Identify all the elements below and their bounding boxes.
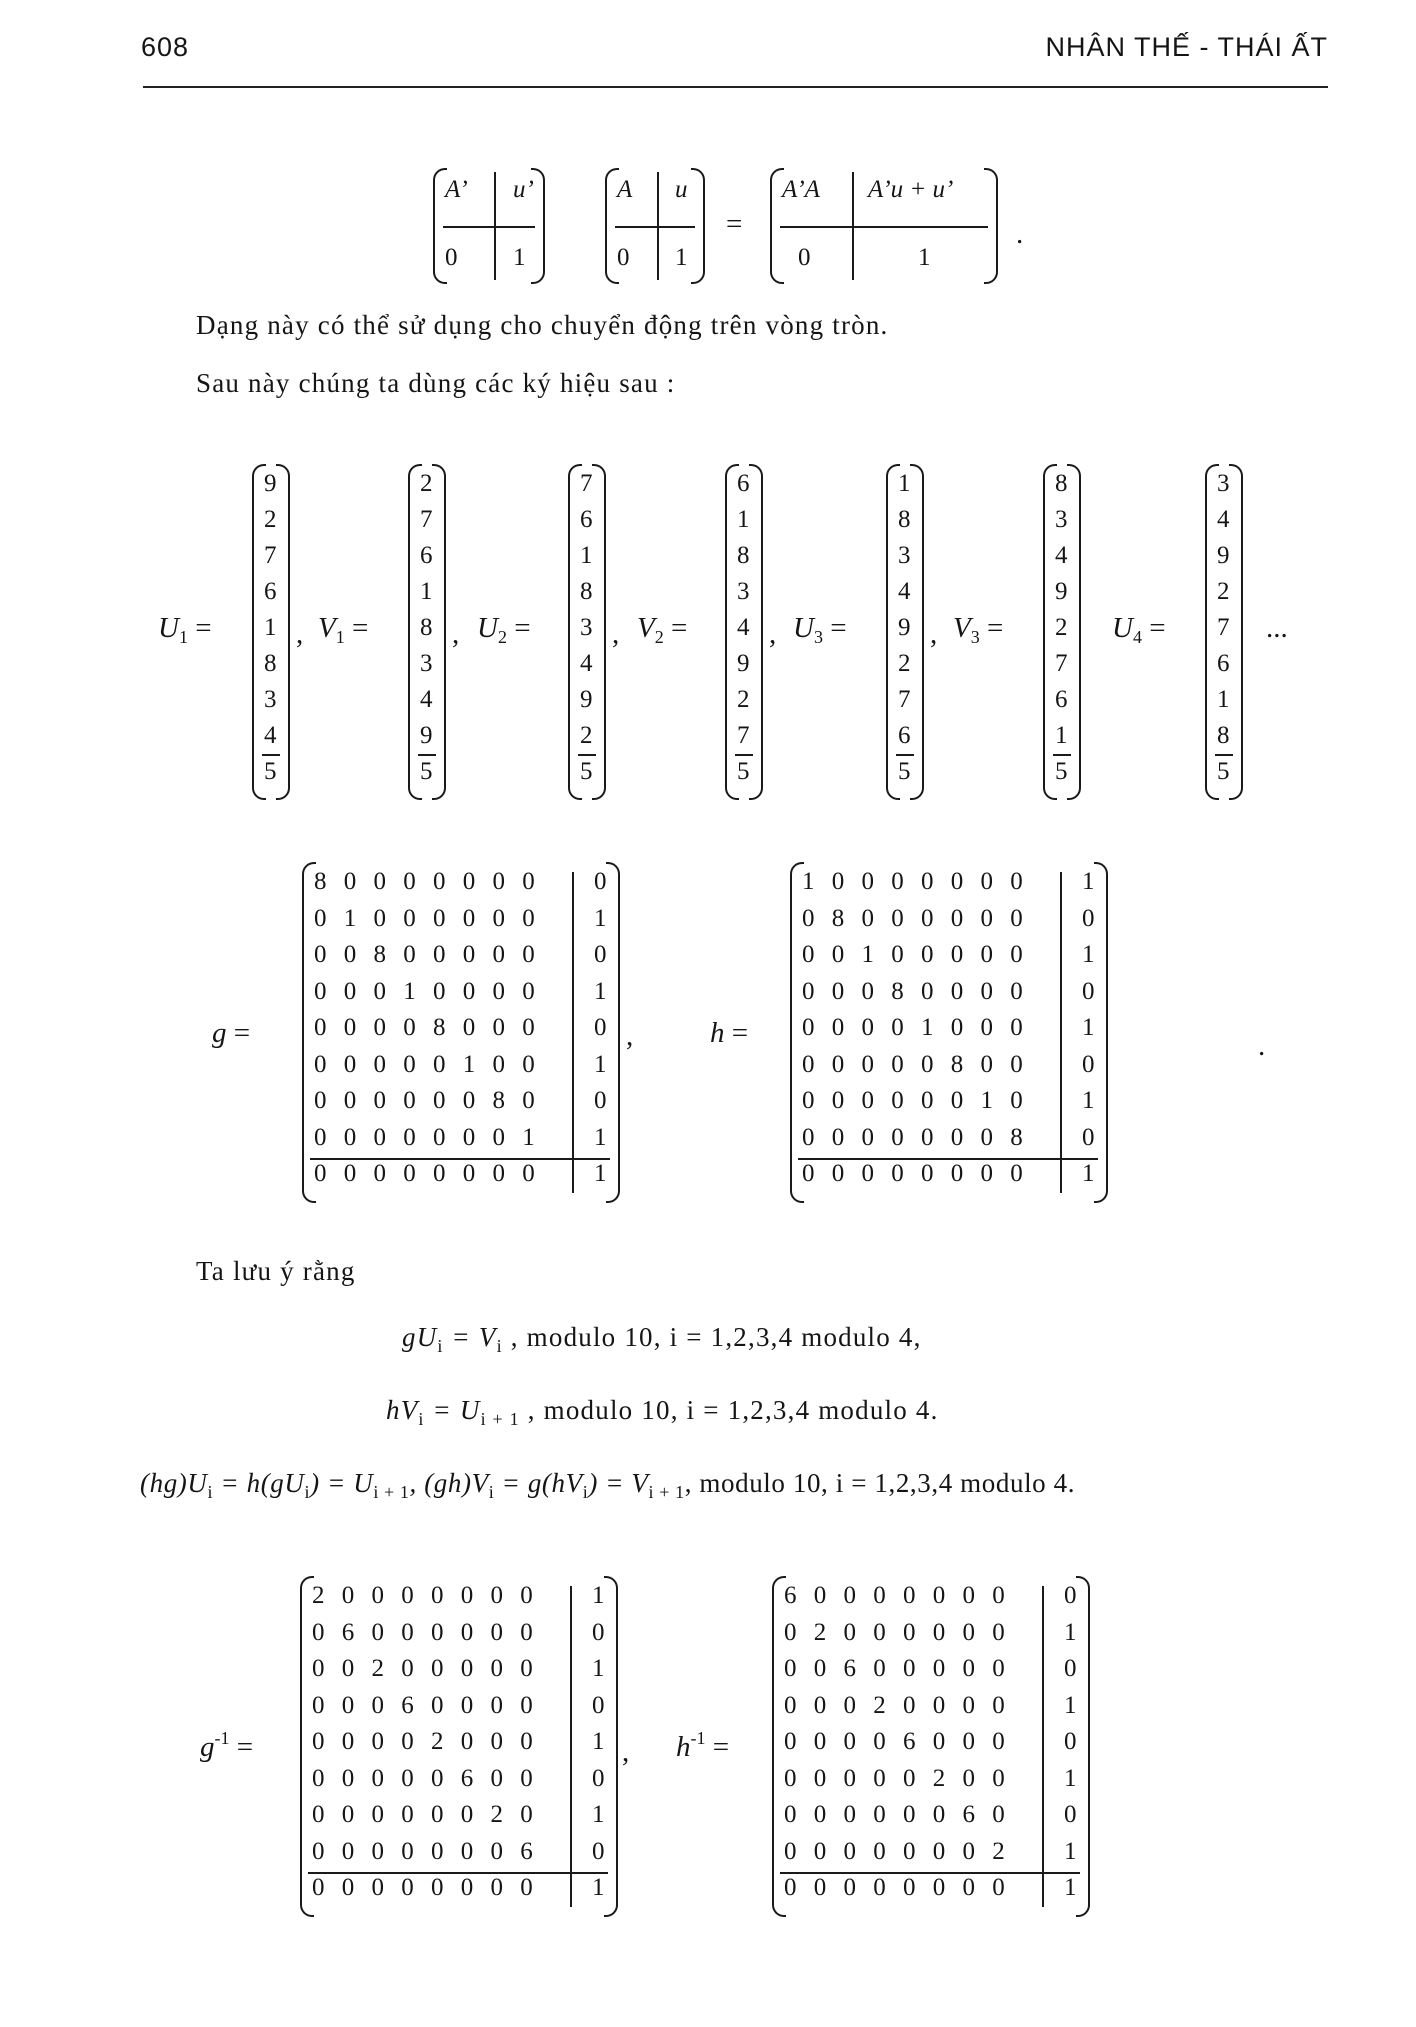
trailing-punct: . bbox=[1258, 1030, 1266, 1062]
vector-label: $V_2$ = bbox=[637, 612, 688, 647]
matrix-last-col: 0 bbox=[594, 1087, 607, 1114]
vector-rule bbox=[735, 754, 753, 756]
matrix-label: $g^{-1}$ = bbox=[200, 1728, 254, 1763]
comma: , bbox=[296, 618, 304, 650]
vector-entry: 8 bbox=[898, 506, 911, 533]
vector-entry: 6 bbox=[1055, 686, 1068, 713]
matrix-hinv bbox=[772, 1580, 1090, 1913]
column-vector bbox=[1043, 468, 1081, 796]
matrix-last-col: 1 bbox=[1082, 1087, 1095, 1114]
matrix-row: 0 0 8 0 0 0 0 0 bbox=[314, 941, 541, 968]
matrix-row: 0 0 0 0 0 2 0 0 bbox=[784, 1764, 1011, 1792]
comma: , bbox=[612, 618, 620, 650]
matrix-last-col: 0 bbox=[592, 1691, 605, 1719]
matrix-g bbox=[302, 866, 620, 1199]
vector-entry: 6 bbox=[264, 578, 277, 605]
vector-rule bbox=[896, 754, 914, 756]
matrix-last-col: 0 bbox=[594, 941, 607, 968]
matrix-last-col: 0 bbox=[592, 1837, 605, 1865]
matrix-last-col: 0 bbox=[592, 1618, 605, 1646]
matrix-row: 0 6 0 0 0 0 0 0 bbox=[312, 1618, 539, 1646]
vector-label: $U_1$ = bbox=[158, 612, 212, 647]
matrix-last-col: 0 bbox=[1064, 1582, 1077, 1609]
matrix-row: 0 0 0 0 1 0 0 0 bbox=[802, 1014, 1029, 1041]
period: . bbox=[1016, 218, 1024, 250]
matrix-rule bbox=[308, 1872, 608, 1874]
vector-entry: 4 bbox=[898, 578, 911, 605]
vector-entry: 3 bbox=[1055, 506, 1068, 533]
block-cell: 1 bbox=[675, 244, 688, 271]
vector-entry: 7 bbox=[1217, 614, 1230, 641]
matrix-row: 2 0 0 0 0 0 0 0 bbox=[312, 1582, 539, 1609]
matrix-last-col: 1 bbox=[1064, 1874, 1077, 1901]
header-rule bbox=[143, 86, 1328, 88]
matrix-ginv bbox=[300, 1580, 618, 1913]
vector-label: $V_3$ = bbox=[953, 612, 1004, 647]
block-cell: A’u + u’ bbox=[868, 176, 954, 203]
matrix-row: 0 0 0 0 0 8 0 0 bbox=[802, 1050, 1029, 1078]
matrix-last-col: 1 bbox=[594, 904, 607, 932]
vector-entry: 1 bbox=[898, 470, 911, 497]
block-cell: 0 bbox=[445, 244, 458, 271]
vector-label: $U_3$ = bbox=[793, 612, 847, 647]
vector-entry: 4 bbox=[737, 614, 750, 641]
matrix-row: 0 0 0 0 0 6 0 0 bbox=[312, 1764, 539, 1792]
vector-entry: 5 bbox=[264, 758, 277, 785]
block-cell: u’ bbox=[513, 176, 534, 203]
block-cell: A bbox=[617, 176, 633, 203]
vector-entry: 7 bbox=[898, 686, 911, 713]
block-matrix-3 bbox=[770, 172, 998, 280]
vector-entry: 7 bbox=[420, 506, 433, 533]
column-vector bbox=[568, 468, 606, 796]
vector-entry: 2 bbox=[1055, 614, 1068, 641]
vector-entry: 3 bbox=[580, 614, 593, 641]
matrix-rule bbox=[310, 1158, 610, 1160]
vector-entry: 7 bbox=[737, 722, 750, 749]
vector-entry: 5 bbox=[580, 758, 593, 785]
matrix-last-col: 0 bbox=[1064, 1655, 1077, 1682]
vector-entry: 1 bbox=[580, 542, 593, 569]
matrix-last-col: 0 bbox=[592, 1764, 605, 1792]
matrix-last-col: 1 bbox=[594, 1160, 607, 1187]
vector-entry: 9 bbox=[264, 470, 277, 497]
matrix-row: 0 0 0 0 0 0 0 8 bbox=[802, 1123, 1029, 1151]
matrix-row: 0 2 0 0 0 0 0 0 bbox=[784, 1618, 1011, 1646]
matrix-row: 0 0 0 0 0 0 1 0 bbox=[802, 1087, 1029, 1114]
matrix-row: 6 0 0 0 0 0 0 0 bbox=[784, 1582, 1011, 1609]
vector-entry: 8 bbox=[1217, 722, 1230, 749]
column-vector bbox=[1205, 468, 1243, 796]
comma: , bbox=[769, 618, 777, 650]
matrix-row: 0 0 0 0 0 0 0 2 bbox=[784, 1837, 1011, 1865]
matrix-last-col: 1 bbox=[1082, 941, 1095, 968]
matrix-label: g = bbox=[212, 1017, 251, 1049]
vector-entry: 2 bbox=[580, 722, 593, 749]
matrix-row: 0 0 0 0 0 0 8 0 bbox=[314, 1087, 541, 1114]
vector-entry: 8 bbox=[264, 650, 277, 677]
vector-entry: 9 bbox=[1217, 542, 1230, 569]
vector-entry: 2 bbox=[264, 506, 277, 533]
trailing-punct: , bbox=[622, 1736, 630, 1768]
matrix-last-col: 1 bbox=[1082, 1014, 1095, 1041]
matrix-last-col: 1 bbox=[592, 1582, 605, 1609]
vector-rule bbox=[1215, 754, 1233, 756]
vector-rule bbox=[1053, 754, 1071, 756]
matrix-last-col: 0 bbox=[594, 868, 607, 895]
vector-entry: 5 bbox=[1055, 758, 1068, 785]
matrix-last-col: 1 bbox=[594, 1050, 607, 1078]
vector-entry: 7 bbox=[264, 542, 277, 569]
block-cell: u bbox=[675, 176, 688, 203]
matrix-label: $h^{-1}$ = bbox=[676, 1728, 730, 1763]
matrix-row: 0 0 0 0 0 0 0 6 bbox=[312, 1837, 539, 1865]
matrix-row: 0 8 0 0 0 0 0 0 bbox=[802, 904, 1029, 932]
matrix-row: 0 0 0 0 0 0 0 0 bbox=[784, 1874, 1011, 1901]
matrix-h bbox=[790, 866, 1108, 1199]
vector-label: $U_2$ = bbox=[477, 612, 531, 647]
matrix-separator bbox=[1060, 872, 1062, 1193]
vector-entry: 1 bbox=[1217, 686, 1230, 713]
vector-entry: 7 bbox=[580, 470, 593, 497]
vector-entry: 6 bbox=[898, 722, 911, 749]
vector-rule bbox=[578, 754, 596, 756]
matrix-row: 0 0 0 0 0 0 0 0 bbox=[802, 1160, 1029, 1187]
vector-entry: 3 bbox=[898, 542, 911, 569]
block-matrix-2 bbox=[605, 172, 705, 280]
block-matrix-1 bbox=[433, 172, 545, 280]
comma: , bbox=[930, 618, 938, 650]
vector-entry: 6 bbox=[420, 542, 433, 569]
column-vector bbox=[886, 468, 924, 796]
matrix-last-col: 0 bbox=[1082, 1050, 1095, 1078]
matrix-row: 0 0 0 0 0 1 0 0 bbox=[314, 1050, 541, 1078]
block-cell: A’A bbox=[782, 176, 820, 203]
equation-2: $hV_i = U_{i + 1}$ , modulo 10, i = 1,2,3,4 modulo 4. bbox=[386, 1395, 939, 1429]
vector-label: $U_4$ = bbox=[1112, 612, 1166, 647]
block-cell: 0 bbox=[798, 244, 811, 271]
vector-entry: 3 bbox=[420, 650, 433, 677]
matrix-last-col: 0 bbox=[1064, 1801, 1077, 1828]
column-vector bbox=[725, 468, 763, 796]
matrix-row: 0 0 6 0 0 0 0 0 bbox=[784, 1655, 1011, 1682]
matrix-row: 0 0 0 0 0 0 2 0 bbox=[312, 1801, 539, 1828]
vector-rule bbox=[418, 754, 436, 756]
vector-entry: 3 bbox=[264, 686, 277, 713]
matrix-last-col: 1 bbox=[592, 1874, 605, 1901]
vector-entry: 4 bbox=[1217, 506, 1230, 533]
matrix-last-col: 1 bbox=[1064, 1837, 1077, 1865]
matrix-separator bbox=[1042, 1586, 1044, 1907]
matrix-last-col: 0 bbox=[1064, 1728, 1077, 1755]
vector-entry: 1 bbox=[737, 506, 750, 533]
matrix-last-col: 1 bbox=[592, 1655, 605, 1682]
matrix-last-col: 1 bbox=[592, 1801, 605, 1828]
matrix-last-col: 1 bbox=[594, 977, 607, 1005]
matrix-last-col: 1 bbox=[1082, 868, 1095, 895]
comma: , bbox=[452, 618, 460, 650]
vector-entry: 5 bbox=[898, 758, 911, 785]
paragraph: Dạng này có thể sử dụng cho chuyển động trên vòng tròn. bbox=[196, 310, 889, 340]
vector-entry: 1 bbox=[1055, 722, 1068, 749]
matrix-row: 0 0 0 0 0 0 0 0 bbox=[314, 1160, 541, 1187]
block-cell: A’ bbox=[445, 176, 468, 203]
page-number: 608 bbox=[141, 32, 190, 62]
vector-entry: 9 bbox=[898, 614, 911, 641]
matrix-row: 0 0 0 8 0 0 0 0 bbox=[802, 977, 1029, 1005]
vector-entry: 4 bbox=[264, 722, 277, 749]
paragraph: Ta lưu ý rằng bbox=[196, 1256, 356, 1286]
vector-entry: 1 bbox=[420, 578, 433, 605]
column-vector bbox=[252, 468, 290, 796]
ellipsis: ... bbox=[1266, 612, 1288, 644]
vector-entry: 9 bbox=[580, 686, 593, 713]
matrix-row: 0 0 0 6 0 0 0 0 bbox=[312, 1691, 539, 1719]
vector-entry: 8 bbox=[420, 614, 433, 641]
matrix-separator bbox=[572, 872, 574, 1193]
vector-entry: 4 bbox=[580, 650, 593, 677]
matrix-row: 0 0 0 0 0 0 6 0 bbox=[784, 1801, 1011, 1828]
vector-entry: 1 bbox=[264, 614, 277, 641]
vector-label: $V_1$ = bbox=[318, 612, 369, 647]
equation-3: $(hg)U_i = h(gU_i) = U_{i + 1}$, $(gh)V_i = g(hV_i) = V_{i + 1}$, modulo 10, i = 1,2,3,4 modulo 4. bbox=[140, 1468, 1076, 1502]
matrix-last-col: 0 bbox=[594, 1014, 607, 1041]
vector-entry: 9 bbox=[1055, 578, 1068, 605]
vector-entry: 9 bbox=[420, 722, 433, 749]
matrix-row: 0 0 1 0 0 0 0 0 bbox=[802, 941, 1029, 968]
vector-entry: 6 bbox=[737, 470, 750, 497]
column-vector bbox=[408, 468, 446, 796]
matrix-last-col: 0 bbox=[1082, 1123, 1095, 1151]
vector-entry: 6 bbox=[1217, 650, 1230, 677]
vector-entry: 2 bbox=[737, 686, 750, 713]
matrix-separator bbox=[570, 1586, 572, 1907]
equals-sign: = bbox=[726, 208, 743, 240]
matrix-last-col: 1 bbox=[1064, 1691, 1077, 1719]
vector-entry: 4 bbox=[420, 686, 433, 713]
matrix-label: h = bbox=[710, 1017, 749, 1049]
vector-entry: 3 bbox=[737, 578, 750, 605]
matrix-row: 0 1 0 0 0 0 0 0 bbox=[314, 904, 541, 932]
matrix-last-col: 1 bbox=[592, 1728, 605, 1755]
paragraph: Sau này chúng ta dùng các ký hiệu sau : bbox=[196, 368, 676, 398]
matrix-row: 0 0 0 0 2 0 0 0 bbox=[312, 1728, 539, 1755]
trailing-punct: , bbox=[626, 1020, 634, 1052]
matrix-last-col: 1 bbox=[594, 1123, 607, 1151]
vector-entry: 2 bbox=[898, 650, 911, 677]
vector-entry: 6 bbox=[580, 506, 593, 533]
matrix-row: 0 0 2 0 0 0 0 0 bbox=[312, 1655, 539, 1682]
matrix-last-col: 1 bbox=[1064, 1764, 1077, 1792]
matrix-last-col: 0 bbox=[1082, 977, 1095, 1005]
vector-entry: 7 bbox=[1055, 650, 1068, 677]
vector-entry: 5 bbox=[1217, 758, 1230, 785]
matrix-rule bbox=[780, 1872, 1080, 1874]
vector-entry: 2 bbox=[1217, 578, 1230, 605]
matrix-row: 8 0 0 0 0 0 0 0 bbox=[314, 868, 541, 895]
vector-entry: 4 bbox=[1055, 542, 1068, 569]
vector-entry: 9 bbox=[737, 650, 750, 677]
running-title: NHÂN THẾ - THÁI ẤT bbox=[1045, 32, 1328, 62]
matrix-rule bbox=[798, 1158, 1098, 1160]
vector-entry: 3 bbox=[1217, 470, 1230, 497]
matrix-row: 0 0 0 1 0 0 0 0 bbox=[314, 977, 541, 1005]
matrix-row: 0 0 0 0 6 0 0 0 bbox=[784, 1728, 1011, 1755]
vector-rule bbox=[262, 754, 280, 756]
equation-1: $gU_i = V_i$ , modulo 10, i = 1,2,3,4 modulo 4, bbox=[402, 1322, 922, 1356]
matrix-last-col: 1 bbox=[1082, 1160, 1095, 1187]
block-cell: 1 bbox=[513, 244, 526, 271]
block-cell: 1 bbox=[918, 244, 931, 271]
matrix-row: 0 0 0 0 8 0 0 0 bbox=[314, 1014, 541, 1041]
vector-entry: 8 bbox=[580, 578, 593, 605]
block-cell: 0 bbox=[617, 244, 630, 271]
vector-entry: 8 bbox=[1055, 470, 1068, 497]
matrix-last-col: 1 bbox=[1064, 1618, 1077, 1646]
vector-entry: 2 bbox=[420, 470, 433, 497]
matrix-row: 0 0 0 0 0 0 0 1 bbox=[314, 1123, 541, 1151]
vector-entry: 5 bbox=[737, 758, 750, 785]
matrix-row: 0 0 0 0 0 0 0 0 bbox=[312, 1874, 539, 1901]
matrix-row: 1 0 0 0 0 0 0 0 bbox=[802, 868, 1029, 895]
matrix-last-col: 0 bbox=[1082, 904, 1095, 932]
matrix-row: 0 0 0 2 0 0 0 0 bbox=[784, 1691, 1011, 1719]
vector-entry: 5 bbox=[420, 758, 433, 785]
vector-entry: 8 bbox=[737, 542, 750, 569]
